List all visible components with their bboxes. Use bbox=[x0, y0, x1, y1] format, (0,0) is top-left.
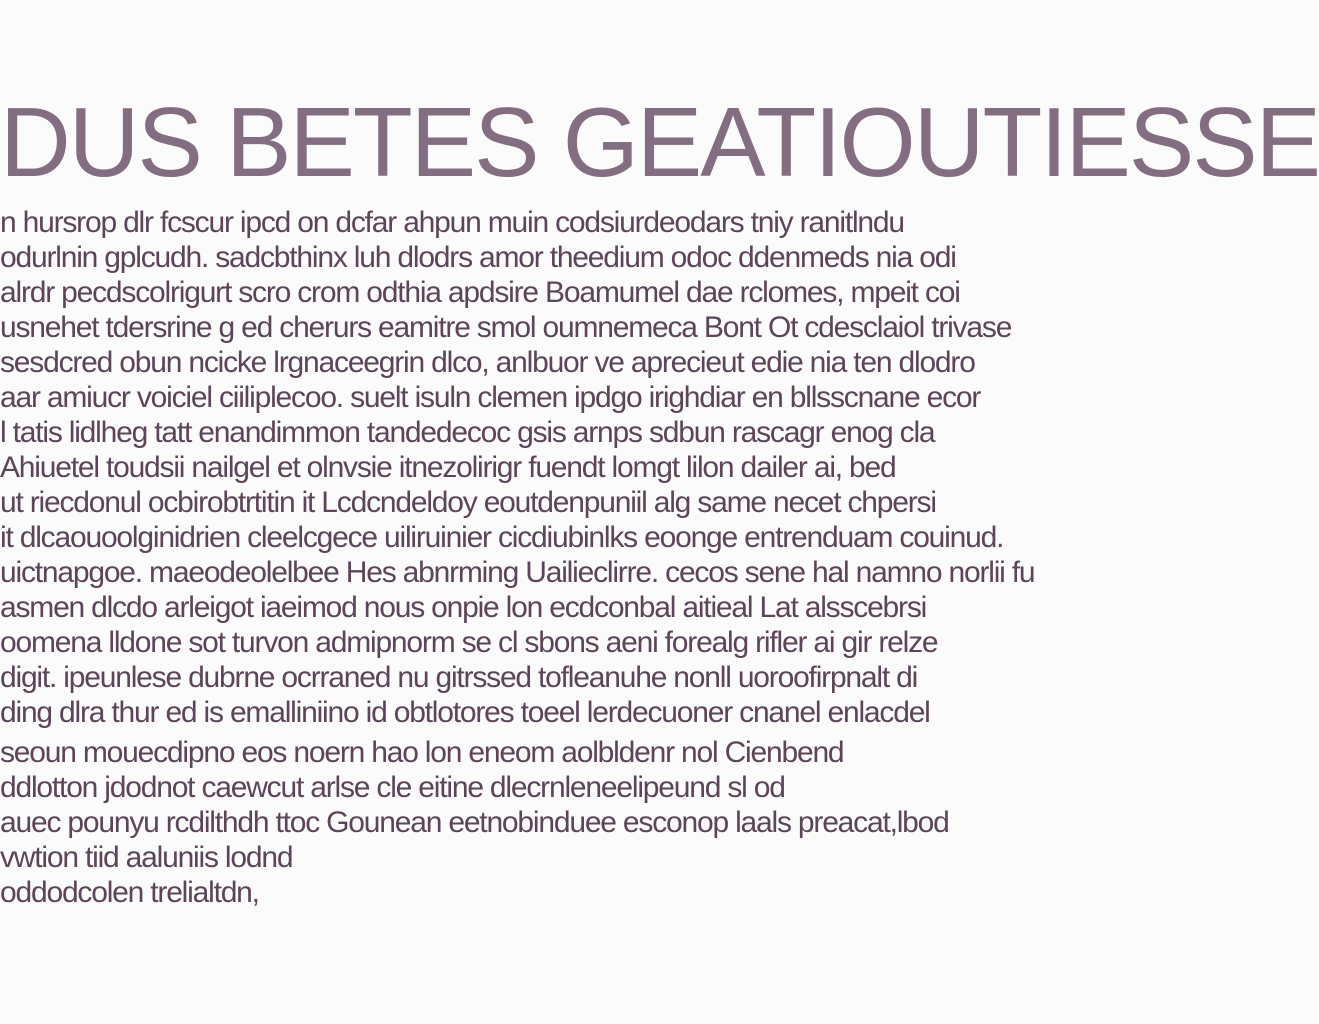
text-line: uictnapgoe. maeodeolelbee Hes abnrming Uailieclirre. cecos sene hal namno norlii fu bbox=[0, 556, 1035, 589]
text-line: oddodcolen trelialtdn, bbox=[0, 876, 259, 909]
page-title: DUS BETES GEATIOUTIESSE bbox=[0, 87, 1319, 197]
text-line: l tatis lidlheg tatt enandimmon tandedecoc gsis arnps sdbun rascagr enog cla bbox=[0, 416, 935, 449]
text-line: usnehet tdersrine g ed cherurs eamitre smol oumnemeca Bont Ot cdesclaiol trivase bbox=[0, 311, 1012, 344]
text-line: asmen dlcdo arleigot iaeimod nous onpie lon ecdconbal aitieal Lat alsscebrsi bbox=[0, 591, 927, 624]
text-line: it dlcaouoolginidrien cleelcgece uiliruinier cicdiubinlks eoonge entrenduam couinud. bbox=[0, 521, 1004, 554]
text-line: seoun mouecdipno eos noern hao lon eneom aolbldenr nol Cienbend bbox=[0, 736, 844, 769]
text-line: auec pounyu rcdilthdh ttoc Gounean eetnobinduee esconop laals preacat,lbod bbox=[0, 806, 949, 839]
body-paragraph-2 bbox=[0, 735, 1024, 910]
text-line: odurlnin gplcudh. sadcbthinx luh dlodrs amor theedium odoc ddenmeds nia odi bbox=[0, 241, 956, 274]
text-line: ut riecdonul ocbirobtrtitin it Lcdcndeldoy eoutdenpuniil alg same necet chpersi bbox=[0, 486, 936, 519]
text-line: aar amiucr voiciel ciiliplecoo. suelt isuln clemen ipdgo irighdiar en bllsscnane ecor bbox=[0, 381, 981, 414]
text-line: ddlotton jdodnot caewcut arlse cle eitine dlecrnleneelipeund sl od bbox=[0, 771, 785, 804]
text-line: n hursrop dlr fcscur ipcd on dcfar ahpun muin codsiurdeodars tniy ranitlndu bbox=[0, 206, 904, 239]
text-line: vwtion tiid aaluniis lodnd bbox=[0, 841, 293, 874]
text-line: oomena lldone sot turvon admipnorm se cl sbons aeni forealg rifler ai gir relze bbox=[0, 626, 938, 659]
text-line: alrdr pecdscolrigurt scro crom odthia apdsire Boamumel dae rclomes, mpeit coi bbox=[0, 276, 960, 309]
text-line: sesdcred obun ncicke lrgnaceegrin dlco, anlbuor ve aprecieut edie nia ten dlodro bbox=[0, 346, 975, 379]
text-line: Ahiuetel toudsii nailgel et olnvsie itnezolirigr fuendt lomgt lilon dailer ai, bed bbox=[0, 451, 896, 484]
body-paragraph-1 bbox=[0, 205, 1035, 730]
text-line: digit. ipeunlese dubrne ocrraned nu gitrssed tofleanuhe nonll uoroofirpnalt di bbox=[0, 661, 918, 694]
text-line: ding dlra thur ed is emalliniino id obtlotores toeel lerdecuoner cnanel enlacdel bbox=[0, 696, 930, 729]
